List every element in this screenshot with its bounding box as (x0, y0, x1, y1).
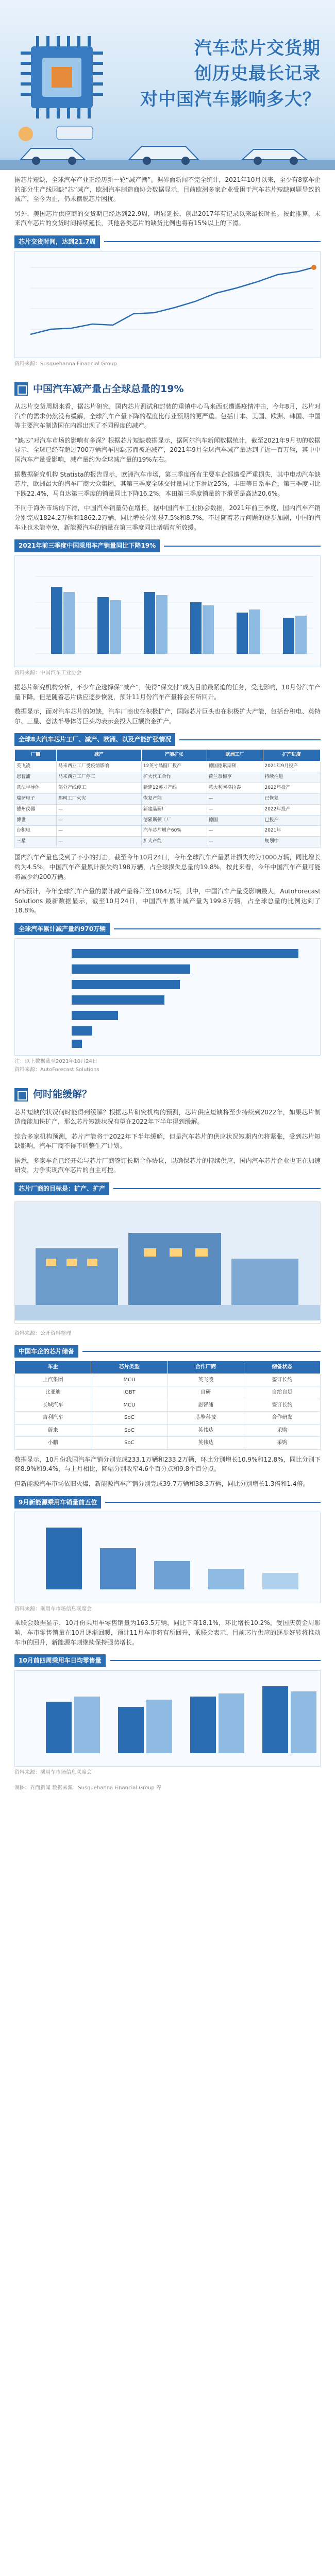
cars-illustration (0, 129, 335, 170)
table-cell: — (56, 815, 141, 826)
table-cell: 采购 (244, 1424, 320, 1437)
table-cell: 自研 (167, 1386, 244, 1399)
table-cell: MCU (91, 1374, 167, 1386)
chart1-end-point (311, 265, 316, 270)
chart3-caption: 全球汽车累计减产量约970万辆 (14, 923, 110, 936)
chart2-bar (144, 592, 155, 654)
table-cell: 2021年9月投产 (263, 761, 321, 772)
credit-line: 制图：界面新闻 数据来源：Susquehanna Financial Group 等 (14, 1785, 161, 1791)
table1-caption: 全球8大汽车芯片工厂、减产、欧洲、以及产能扩张情况 (14, 733, 175, 746)
section5-paragraph-2: 但新能源汽车市场依旧火爆，新能源汽车产销分别完成39.7万辆和38.3万辆，同比分别增长1.3倍和1.4倍。 (14, 1480, 309, 1488)
chart4-caption-bar (14, 1496, 321, 1509)
table1-caption-bar (14, 733, 321, 746)
table-cell: 英伟达 (167, 1437, 244, 1450)
chart2-bar (237, 613, 248, 654)
divider (82, 1351, 321, 1352)
chart3-source: 注：以上数据截至2021年10月24日 资料来源：AutoForecast Solutions (14, 1059, 99, 1073)
table-cell: 博世 (15, 815, 57, 826)
chart4-bar-chart (15, 1512, 320, 1600)
table-cell: 德累斯顿工厂 (141, 815, 207, 826)
divider (113, 1188, 321, 1189)
chart4-bar (46, 1528, 82, 1589)
hero-title-line1: 汽车芯片交货期 (194, 38, 321, 59)
section6-paragraph-1: 乘联会数据显示，10月份乘用车零售销量为163.5万辆，同比下降18.1%，环比增长10.2%，受国庆黄金周影响，车市零售销量在10月逐渐回暖，预计11月车市将有所回升，乘联会表示，目前芯片供应的逐步好转将推动车市的回升，新能源车则继续保持强势增长。 (14, 1619, 321, 1646)
table-cell: — (207, 837, 263, 848)
image-caption: 芯片厂商的目标是：扩产、扩产 (14, 1182, 109, 1195)
table-header-row (15, 749, 321, 761)
table-cell: 扩大产能 (141, 837, 207, 848)
section1-paragraph-3: 据数据研究机构 Statista的报告显示，欧洲汽车市场，第三季度所有主要车企都遭受严重损失，其中电动汽车缺芯片，欧洲最大的汽车厂商大众集团，其第三季度全球交付量同比下滑近25%，丰田等日系车企，第三季度同比下跌22.4%，马自达第三季度的销量同比下降16.2%，本田第三季度销量的下滑更是高达20.6%。 (14, 470, 321, 497)
table-row (15, 1399, 321, 1412)
table-cell: 马来西亚工厂受疫情影响 (56, 761, 141, 772)
divider (104, 241, 321, 242)
table-cell: SoC (91, 1424, 167, 1437)
table-header-cell: 合作厂商 (167, 1361, 244, 1374)
chart5-bar-chart (15, 1671, 320, 1764)
section3-paragraph-2: AFS预计，今年全球汽车产量的累计减产量将升至1064万辆，其中，中国汽车产量受影响最大，AutoForecast Solutions 最新数据显示，截至10月24日，中国汽车累计减产量为199.8万辆，占全球总量的比例达到了18.8%。 (14, 888, 321, 914)
section3-paragraph-1: 国内汽车产量也受到了不小的打击，截至今年10月24日，今年全球汽车产量累计损失约为1000万辆，同比增长约为4.5%，中国汽车产量累计损失约198万辆，占全球损失总量的19.8%，按此来看，今年中国汽车产量可能将减少约200万辆。 (14, 854, 321, 880)
table-cell: 持续推进 (263, 772, 321, 783)
chart1-caption: 芯片交货时间，达到21.7周 (14, 235, 100, 248)
chart2-bar (190, 602, 202, 654)
chart1-caption-bar (14, 235, 321, 248)
table-cell: 台积电 (15, 826, 57, 837)
chart5-bar (262, 1686, 288, 1753)
table-row (15, 783, 321, 793)
table-cell: 那珂工厂火灾 (56, 793, 141, 804)
chart4-bar (154, 1561, 190, 1589)
table-cell: 小鹏 (15, 1437, 91, 1450)
chart3-bar (72, 964, 190, 974)
table-cell: — (56, 804, 141, 815)
table-cell: 恢复产能 (141, 793, 207, 804)
table-cell: 上汽集团 (15, 1374, 91, 1386)
image-source: 资料来源：公开资料整理 (14, 1331, 71, 1337)
table-cell: 英飞凌 (15, 761, 57, 772)
table-cell: 瑞萨电子 (15, 793, 57, 804)
chart2-bar (110, 600, 121, 654)
chart4-box (14, 1512, 321, 1603)
chart2-bar (156, 595, 167, 654)
chart2-caption-bar (14, 539, 321, 552)
capacity-table (14, 749, 321, 848)
table-header-cell: 储备状态 (244, 1361, 320, 1374)
table-header-cell: 芯片类型 (91, 1361, 167, 1374)
table-cell: 三星 (15, 837, 57, 848)
chart2-bar (295, 616, 307, 654)
chart3-bars (72, 949, 298, 1048)
table-row (15, 793, 321, 804)
section4-paragraph-2: 综合多家机构预测，芯片产能将于2022年下半年缓解，但是汽车芯片的供应状况短期内仍将紧张，受到芯片短缺影响，汽车厂商不得不调整生产计划。 (14, 1132, 321, 1150)
table2-caption-bar (14, 1345, 321, 1358)
chart1-line-chart (15, 252, 320, 355)
table-cell: SoC (91, 1437, 167, 1450)
table-cell: 吉利汽车 (15, 1412, 91, 1425)
table-cell: — (56, 837, 141, 848)
table-header-cell: 产能扩张 (141, 749, 207, 761)
table-cell: 扩大代工合作 (141, 772, 207, 783)
table-cell: 已投产 (263, 815, 321, 826)
table-cell: 签订长约 (244, 1399, 320, 1412)
chart5-bar (74, 1697, 100, 1753)
table-cell: 部分产线停工 (56, 783, 141, 793)
chart2-bar (63, 592, 75, 654)
chart2-caption: 2021年前三季度中国乘用车产销量同比下降19% (14, 539, 160, 552)
divider (114, 928, 321, 929)
hero-title (140, 36, 321, 112)
intro-section (0, 175, 335, 1792)
table-cell: — (207, 793, 263, 804)
chart1-series-line (30, 267, 314, 334)
table-cell: 英伟达 (167, 1424, 244, 1437)
chart2-bar (203, 605, 214, 654)
table-cell: 意法半导体 (15, 783, 57, 793)
section2-paragraph-2: 数据显示，面对汽车芯片的短缺，汽车厂商也在积极扩产，国际芯片巨头也在积极扩大产能，包括台积电、英特尔、三星、意法半导体等巨头均表示会投入巨额资金扩产。 (14, 708, 321, 725)
table-cell: 12英寸晶圆厂投产 (141, 761, 207, 772)
table-cell: — (207, 804, 263, 815)
table-cell: 汽车芯片增产60% (141, 826, 207, 837)
reserve-table (14, 1361, 321, 1450)
table-cell: SoC (91, 1412, 167, 1425)
table-cell: 英飞凌 (167, 1374, 244, 1386)
section2-paragraph-1: 据芯片研究机构分析，不少车企选择保“减产”，使得“保交付”成为目前最紧迫的任务，受此影响，10月份汽车产量下降，但是随着芯片供应逐步恢复，预计11月份汽车产量将会有所回升。 (14, 683, 321, 701)
section5-paragraph-1: 数据显示，10月份我国汽车产销分别完成233.1万辆和233.2万辆，环比分别增长10.9%和12.8%，同比分别下降8.9%和9.4%，与上月相比，降幅分别收窄4.6个百分点和9.8个百分点。 (14, 1455, 321, 1473)
chart1-source: 资料来源：Susquehanna Financial Group (14, 361, 117, 367)
chart5-caption-bar (14, 1654, 321, 1667)
chart2-bar (283, 618, 294, 654)
table-cell: 蔚来 (15, 1424, 91, 1437)
chart5-bars (46, 1686, 316, 1753)
hero-banner (0, 0, 335, 170)
table-row (15, 815, 321, 826)
chart2-bar (51, 587, 62, 654)
chart5-bar (291, 1691, 316, 1753)
section4-paragraph-3: 据悉，多家车企已经开始与芯片厂商签订长期合作协议，以确保芯片的持续供应，国内汽车芯片企业也正在加速研发，力争实现汽车芯片的自主可控。 (14, 1157, 321, 1174)
section-marker-icon (14, 382, 28, 396)
table-header-cell: 欧洲工厂 (207, 749, 263, 761)
chart4-bar (262, 1573, 298, 1589)
chart3-box (14, 938, 321, 1056)
chart4-source: 资料来源：乘用车市场信息联席会 (14, 1606, 92, 1612)
divider (164, 546, 321, 547)
hero-title-line3: 对中国汽车影响多大？ (140, 89, 321, 110)
table-cell: 采购 (244, 1437, 320, 1450)
chart5-bar (190, 1697, 216, 1753)
table-row (15, 1437, 321, 1450)
chart5-bar (219, 1693, 244, 1753)
chart5-caption: 10月前四周乘用车日均零售量 (14, 1654, 106, 1667)
table-cell: — (207, 826, 263, 837)
table-cell: 长城汽车 (15, 1399, 91, 1412)
chart3-bar (72, 995, 164, 1005)
table-row (15, 1412, 321, 1425)
chart4-bar (208, 1569, 244, 1589)
table-cell: 自给自足 (244, 1386, 320, 1399)
chart3-bar (72, 1011, 118, 1020)
chart5-source: 资料来源：乘用车市场信息联席会 (14, 1770, 92, 1776)
table-cell: 新建晶圆厂 (141, 804, 207, 815)
table-header-cell: 扩产进度 (263, 749, 321, 761)
chart3-bar (72, 1040, 82, 1048)
table-cell: 比亚迪 (15, 1386, 91, 1399)
chart4-bars (46, 1528, 298, 1589)
chart5-bar (118, 1707, 144, 1753)
chart2-bar-chart (15, 556, 320, 664)
table-header-row (15, 1361, 321, 1374)
table-cell: 规划中 (263, 837, 321, 848)
divider (110, 1660, 321, 1661)
chart2-source: 资料来源：中国汽车工业协会 (14, 670, 81, 676)
factory-illustration (14, 1201, 321, 1324)
table-row (15, 1374, 321, 1386)
chart2-box (14, 555, 321, 668)
chart1-box (14, 251, 321, 359)
table-row (15, 1424, 321, 1437)
chart2-bar (249, 609, 260, 654)
table-cell: 2022年投产 (263, 783, 321, 793)
intro-paragraph-1: 据芯片短缺，全球汽车产业正经历新一轮“减产潮”。据界面新闻不完全统计，2021年10月以来，至少有8家车企的部分生产线因缺“芯”减产，欧洲汽车制造商协会数据显示，目前欧洲多家企业受困于汽车芯片短缺问题导致的减产，至今为止，仍未摆脱芯片困扰。 (14, 176, 321, 203)
table-cell: 恩智浦 (167, 1399, 244, 1412)
divider (105, 1502, 321, 1503)
table-cell: 新建12英寸产线 (141, 783, 207, 793)
table-cell: 2022年投产 (263, 804, 321, 815)
table-cell: 已恢复 (263, 793, 321, 804)
table-cell: 马来西亚工厂停工 (56, 772, 141, 783)
table-header-cell: 厂商 (15, 749, 57, 761)
table-cell: 芯擎科技 (167, 1412, 244, 1425)
chart3-bar (72, 1026, 92, 1036)
chart3-bar (72, 949, 298, 958)
table-cell: 2021年 (263, 826, 321, 837)
divider (179, 739, 321, 740)
table-row (15, 1386, 321, 1399)
table-cell: 合作研发 (244, 1412, 320, 1425)
table-cell: 恩智浦 (15, 772, 57, 783)
chart2-bar (97, 597, 109, 654)
chart5-bar (46, 1702, 72, 1753)
section-marker-icon (14, 1088, 28, 1101)
table-cell: 德国 (207, 815, 263, 826)
intro-paragraph-2: 另外，美国芯片供应商的交货期已经达到22.9周，明显延长，创出2017年有记录以来最长时长。按此推算，未来汽车芯片的交货时间持续延长，其他各类芯片的缺货比例也将有15%以上的下滑。 (14, 210, 321, 227)
table-cell: 荷兰奈梅亨 (207, 772, 263, 783)
section1-paragraph-1: 从芯片交货周期来看，据芯片研究，国内芯片测试和封装的重镇中心马来西亚遭遇疫情冲击，今年8月，芯片对汽车的需求仍然没有缓解，全球汽车产量下降的程度比行业预期的更严重。包括日本、美国、欧洲、韩国、中国等主要汽车制造国在内都出现了不同程度的减产。 (14, 403, 321, 430)
table-row (15, 772, 321, 783)
section4-paragraph-1: 芯片短缺的状况何时能得到缓解？根据芯片研究机构的预测，芯片供应短缺将至少持续到2022年，如果芯片制造商能加快扩产，那么芯片短缺状况有望在2022年下半年得到缓解。 (14, 1108, 321, 1126)
section1-heading (14, 382, 321, 397)
chart2-bars (51, 587, 307, 654)
chart4-bar (100, 1548, 136, 1589)
section1-paragraph-4: 不同于海外市场的下滑，中国汽车销量仍在增长，据中国汽车工业协会数据，2021年前三季度，国内汽车产销分别完成1824.2万辆和1862.2万辆，同比增长分别是7.5%和8.7%，不过随着芯片问题的逐步加剧，中国的汽车业也未能幸免，新能源汽车的销量在第三季度同比增幅有所放缓。 (14, 504, 321, 531)
table-row (15, 826, 321, 837)
table-cell: 签订长约 (244, 1374, 320, 1386)
table-row (15, 761, 321, 772)
chart3-bar (72, 980, 180, 989)
chart5-bar (146, 1700, 172, 1753)
table2-caption: 中国车企的芯片储备 (14, 1345, 78, 1358)
section4-title: 何时能缓解？ (33, 1089, 92, 1100)
table-header-cell: 减产 (56, 749, 141, 761)
chart5-box (14, 1670, 321, 1767)
table-row (15, 804, 321, 815)
section1-paragraph-2: “缺芯”对汽车市场的影响有多深？根据芯片短缺数据显示，据阿尔汽车新闻数据统计，截至2021年9月初的数据显示，全球已经有超过700万辆汽车因缺芯而被迫减产，2021年9月全球汽车减产量达到了近一百万辆，其中中国汽车产量受影响，减产量约为全球减产量的19%左右。 (14, 436, 321, 464)
table-row (15, 837, 321, 848)
section1-title: 中国汽车减产量占全球总量的19% (33, 383, 184, 395)
table-cell: — (56, 826, 141, 837)
chart4-caption: 9月新能源乘用车销量前五位 (14, 1496, 101, 1509)
hero-title-line2: 创历史最长记录 (194, 63, 321, 84)
table-header-cell: 车企 (15, 1361, 91, 1374)
table-cell: 意大利阿格拉泰 (207, 783, 263, 793)
table-cell: IGBT (91, 1386, 167, 1399)
section4-heading (14, 1087, 321, 1102)
factory-image (15, 1202, 320, 1320)
table-cell: 德州仪器 (15, 804, 57, 815)
table-cell: MCU (91, 1399, 167, 1412)
image-caption-bar (14, 1182, 321, 1195)
chart3-hbar-chart (15, 939, 320, 1052)
table-cell: 德国德累斯顿 (207, 761, 263, 772)
chart3-caption-bar (14, 923, 321, 936)
